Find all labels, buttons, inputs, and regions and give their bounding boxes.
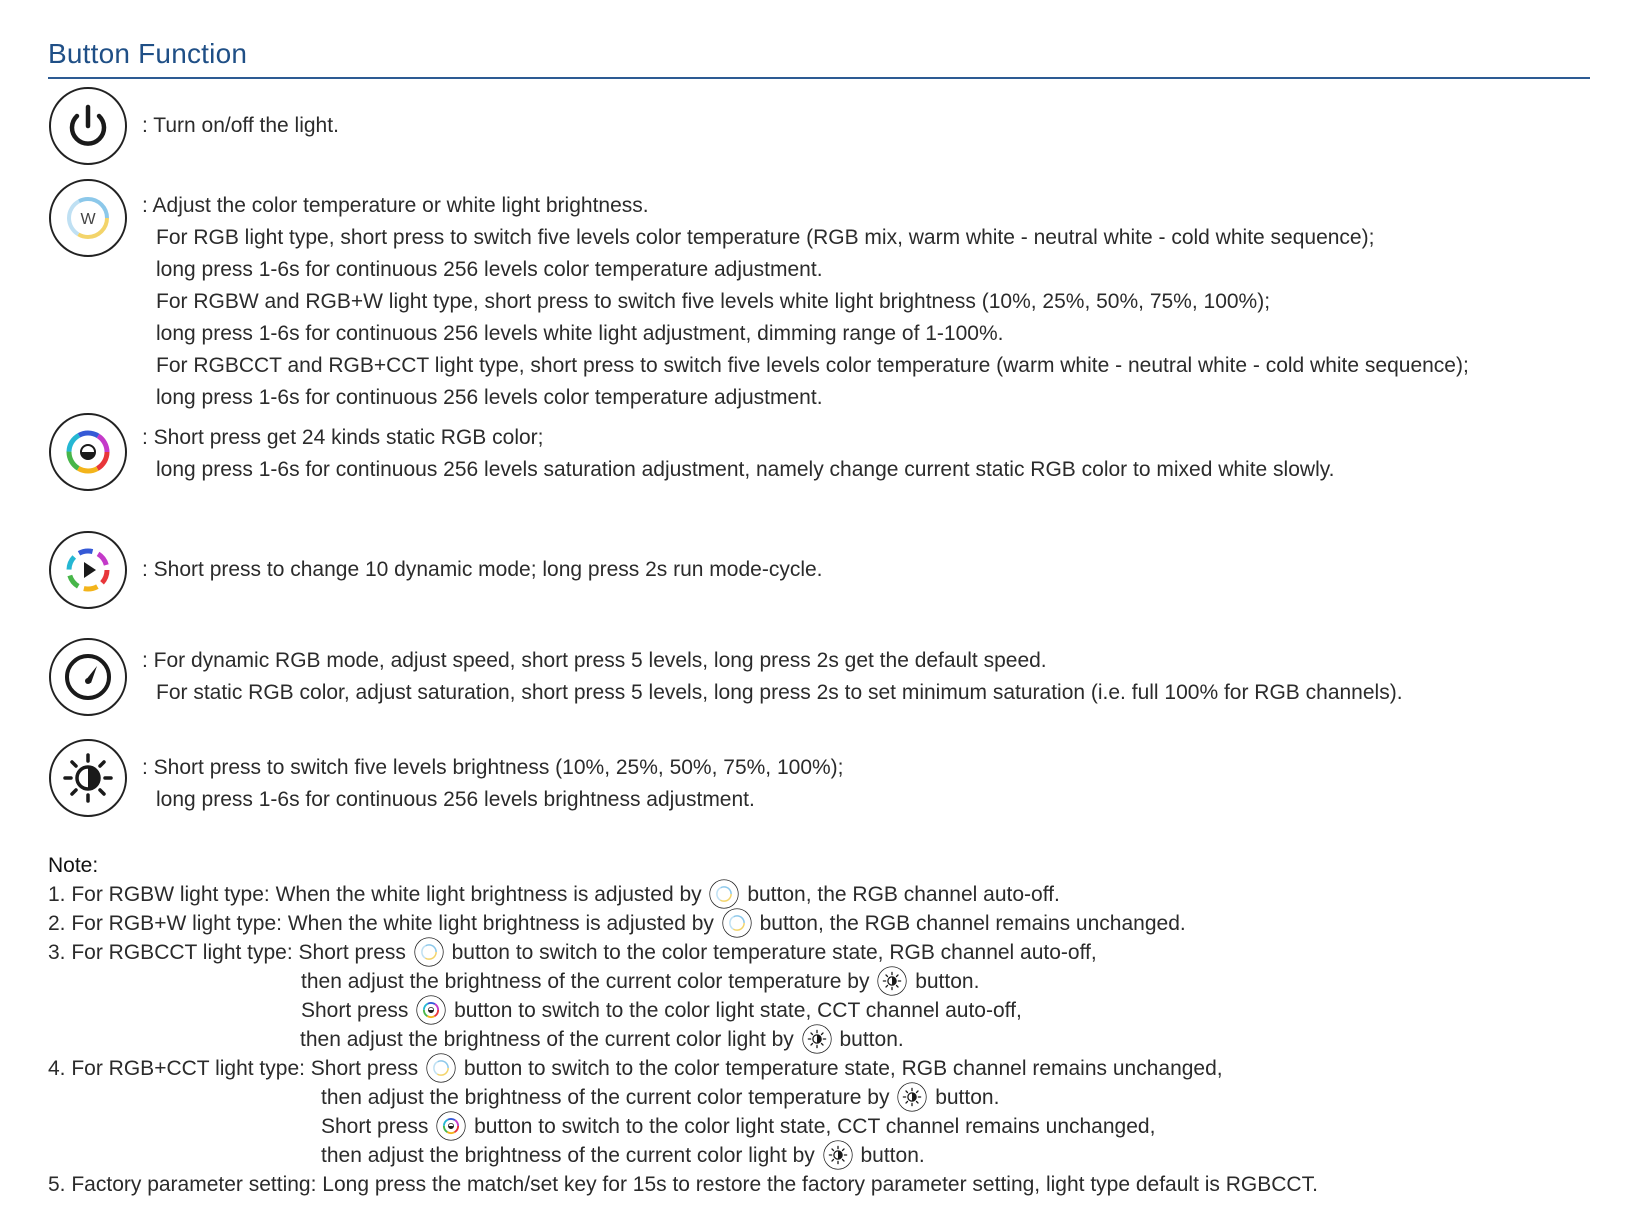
- color-desc-line: : Short press get 24 kinds static RGB color;: [142, 426, 544, 449]
- color-wheel-icon: [436, 1111, 466, 1141]
- note-4: [48, 1053, 1223, 1083]
- power-description: : Turn on/off the light.: [142, 114, 339, 137]
- note-title: Note:: [48, 854, 99, 877]
- white-desc-line: For RGBCCT and RGB+CCT light type, short press to switch five levels color temperature (warm white - neutral white - cold white sequence);: [156, 354, 1469, 377]
- note-text: 4. For RGB+CCT light type: Short press: [48, 1057, 419, 1080]
- white-desc-line: long press 1-6s for continuous 256 levels color temperature adjustment.: [156, 386, 823, 409]
- note-text: button to switch to the color temperature state, RGB channel auto-off,: [451, 941, 1097, 964]
- note-4-line-2: [321, 1082, 999, 1112]
- brightness-desc-line: long press 1-6s for continuous 256 levels brightness adjustment.: [156, 788, 755, 811]
- w-letter: W: [80, 211, 96, 228]
- note-2: [48, 908, 1186, 938]
- dynamic-mode-description: : Short press to change 10 dynamic mode; long press 2s run mode-cycle.: [142, 558, 823, 581]
- white-desc-line: For RGB light type, short press to switch five levels color temperature (RGB mix, warm white - neutral white - cold white sequence);: [156, 226, 1375, 249]
- white-w-icon: [426, 1053, 456, 1083]
- note-text: 2. For RGB+W light type: When the white light brightness is adjusted by: [48, 912, 714, 935]
- note-3-line-3: [301, 995, 1022, 1025]
- white-w-icon: [709, 879, 739, 909]
- dynamic-mode-play-icon: [48, 530, 128, 610]
- color-wheel-icon: [416, 995, 446, 1025]
- note-4-line-3: [321, 1111, 1155, 1141]
- note-text: button to switch to the color light state, CCT channel auto-off,: [454, 999, 1022, 1022]
- note-1: [48, 879, 1060, 909]
- speed-gauge-icon: [48, 637, 128, 717]
- brightness-desc-line: : Short press to switch five levels brightness (10%, 25%, 50%, 75%, 100%);: [142, 756, 844, 779]
- speed-desc-line: : For dynamic RGB mode, adjust speed, short press 5 levels, long press 2s get the default speed.: [142, 649, 1047, 672]
- brightness-icon: [823, 1140, 853, 1170]
- note-3-line-2: [301, 966, 979, 996]
- note-5: [48, 1170, 1318, 1199]
- speed-desc-line: For static RGB color, adjust saturation, short press 5 levels, long press 2s to set minimum saturation (i.e. full 100% for RGB channels).: [156, 681, 1403, 704]
- note-text: button.: [839, 1028, 904, 1051]
- note-text: button, the RGB channel auto-off.: [747, 883, 1060, 906]
- title-divider: [48, 77, 1590, 79]
- white-w-icon: [48, 178, 128, 258]
- note-text: Short press: [321, 1115, 429, 1138]
- note-text: 3. For RGBCCT light type: Short press: [48, 941, 406, 964]
- note-text: then adjust the brightness of the current color light by: [321, 1144, 815, 1167]
- power-icon: [48, 86, 128, 166]
- note-text: 1. For RGBW light type: When the white light brightness is adjusted by: [48, 883, 702, 906]
- note-text: button to switch to the color temperature state, RGB channel remains unchanged,: [463, 1057, 1223, 1080]
- white-desc-line: For RGBW and RGB+W light type, short press to switch five levels white light brightness (10%, 25%, 50%, 75%, 100%);: [156, 290, 1271, 313]
- brightness-icon: [897, 1082, 927, 1112]
- note-text: then adjust the brightness of the current color temperature by: [301, 970, 870, 993]
- note-3-line-4: [300, 1024, 904, 1054]
- note-text: button.: [860, 1144, 925, 1167]
- section-title: Button Function: [48, 38, 248, 69]
- color-desc-line: long press 1-6s for continuous 256 levels saturation adjustment, namely change current static RGB color to mixed white slowly.: [156, 458, 1335, 481]
- note-text: button.: [915, 970, 980, 993]
- note-text: then adjust the brightness of the current color temperature by: [321, 1086, 890, 1109]
- brightness-icon: [877, 966, 907, 996]
- note-text: 5. Factory parameter setting: Long press the match/set key for 15s to restore the factory parameter setting, light type default is RGBCCT.: [48, 1173, 1318, 1196]
- note-3: [48, 937, 1097, 967]
- note-text: button to switch to the color light state, CCT channel remains unchanged,: [474, 1115, 1156, 1138]
- note-text: then adjust the brightness of the current color light by: [300, 1028, 794, 1051]
- color-wheel-icon: [48, 412, 128, 492]
- brightness-icon: [48, 738, 128, 818]
- white-desc-line: : Adjust the color temperature or white light brightness.: [142, 194, 649, 217]
- white-w-icon: [722, 908, 752, 938]
- note-text: button.: [935, 1086, 1000, 1109]
- white-w-icon: [414, 937, 444, 967]
- note-text: button, the RGB channel remains unchanged.: [759, 912, 1186, 935]
- note-text: Short press: [301, 999, 409, 1022]
- white-desc-line: long press 1-6s for continuous 256 levels color temperature adjustment.: [156, 258, 823, 281]
- brightness-icon: [802, 1024, 832, 1054]
- note-4-line-4: [321, 1140, 925, 1170]
- white-desc-line: long press 1-6s for continuous 256 levels white light adjustment, dimming range of 1-100%.: [156, 322, 1004, 345]
